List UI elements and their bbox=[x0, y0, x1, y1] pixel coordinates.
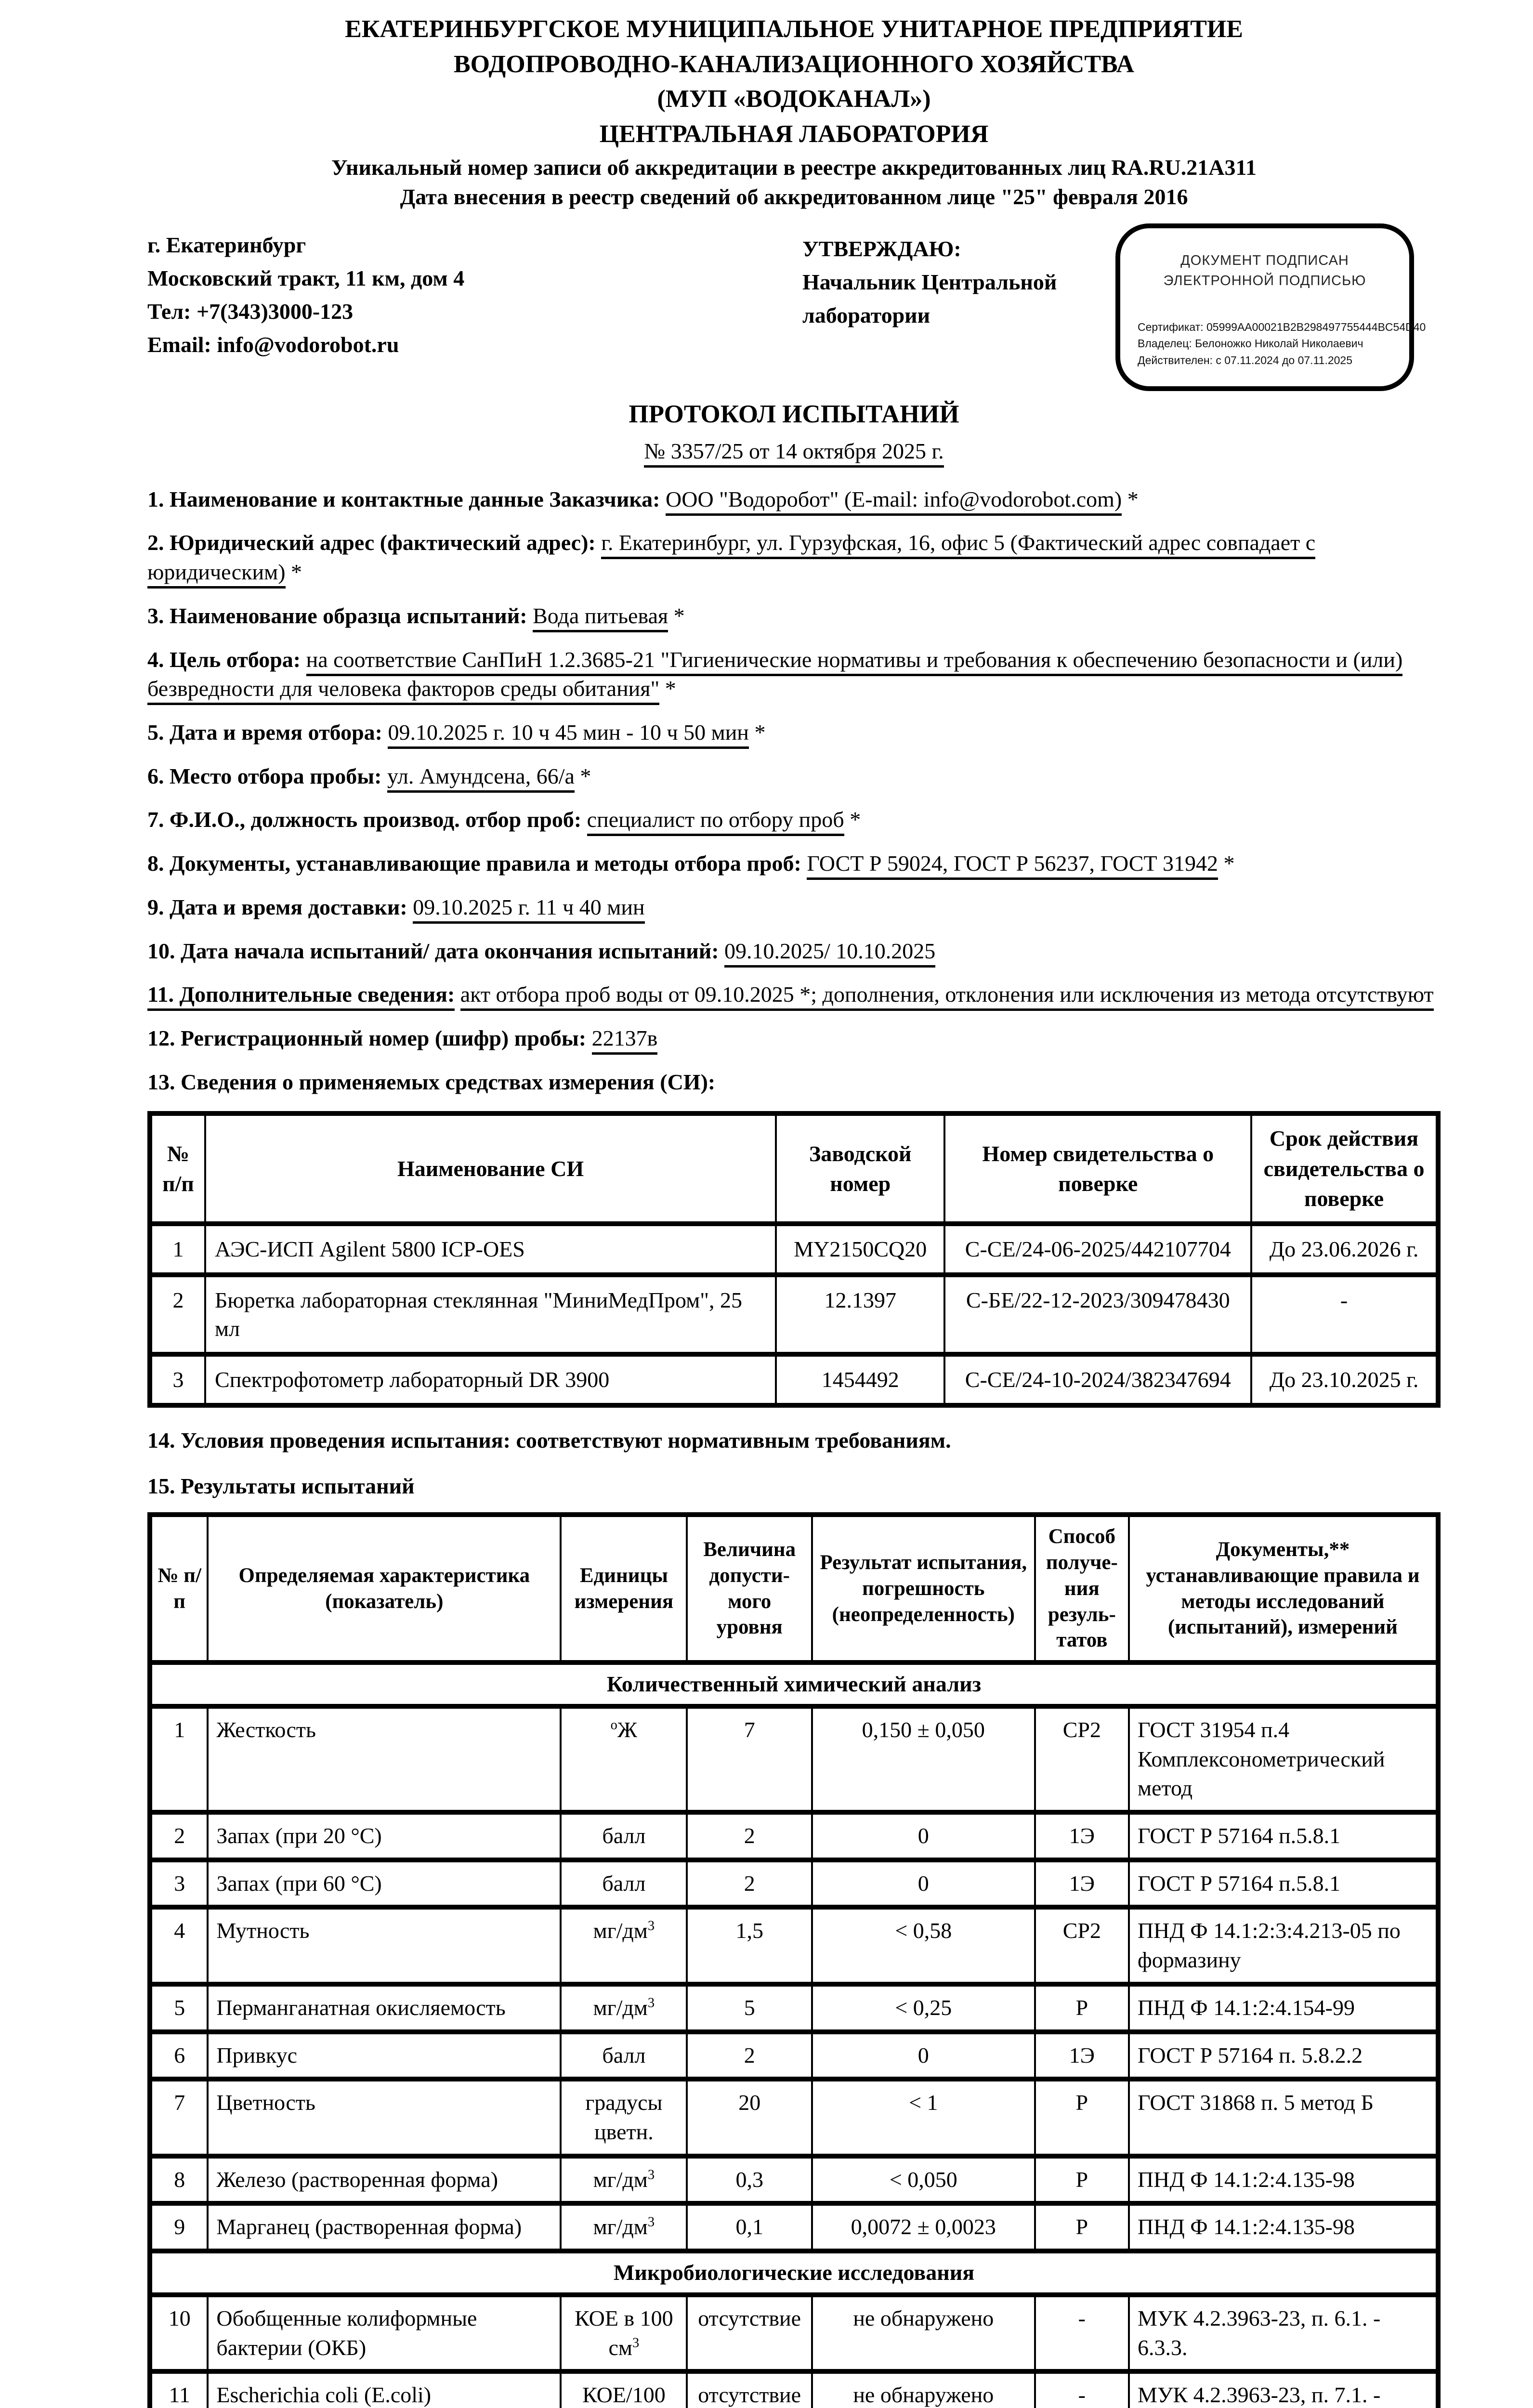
res-header-cell: № п/п bbox=[150, 1515, 208, 1662]
cell-num: 1 bbox=[150, 1706, 208, 1812]
res-table-row bbox=[150, 1812, 1438, 1860]
org-line: (МУП «ВОДОКАНАЛ») bbox=[657, 85, 931, 113]
cell-name: Escherichia coli (E.coli) bbox=[208, 2371, 561, 2408]
cell-method: 1Э bbox=[1035, 1812, 1129, 1860]
item-suffix: * bbox=[1218, 851, 1235, 876]
cell-name: Цветность bbox=[208, 2079, 561, 2156]
cell-name: Мутность bbox=[208, 1907, 561, 1984]
org-header bbox=[147, 13, 1441, 150]
item-label: 9. Дата и время доставки: bbox=[147, 894, 407, 919]
res-table-row bbox=[150, 1706, 1438, 1812]
cell-method: 1Э bbox=[1035, 1860, 1129, 1908]
item-label: 11. Дополнительные сведения: bbox=[147, 982, 455, 1011]
accreditation-block bbox=[147, 153, 1441, 211]
res-header-cell: Определяемая характеристика (показатель) bbox=[208, 1515, 561, 1662]
cell-unit: $^о$Ж bbox=[561, 1706, 687, 1812]
cell-result: 0,0072 ± 0,0023 bbox=[812, 2203, 1035, 2251]
cell-docs: ГОСТ Р 57164 п.5.8.1 bbox=[1129, 1812, 1438, 1860]
si-table-cell: 3 bbox=[150, 1354, 205, 1405]
res-table-row bbox=[150, 2079, 1438, 2156]
item-value: ООО "Водоробот" (E-mail: info@vodorobot.com) bbox=[666, 487, 1122, 516]
cell-num: 2 bbox=[150, 1812, 208, 1860]
approval-line: УТВЕРЖДАЮ: bbox=[802, 236, 961, 261]
res-table-row bbox=[150, 2295, 1438, 2371]
si-table-cell: До 23.06.2026 г. bbox=[1251, 1224, 1438, 1275]
cell-name: Перманганатная окисляемость bbox=[208, 1984, 561, 2032]
cell-num: 4 bbox=[150, 1907, 208, 1984]
si-table-row bbox=[150, 1354, 1438, 1405]
si-header-cell: Номер свидетельства о поверке bbox=[944, 1113, 1251, 1223]
cell-docs: ГОСТ Р 57164 п. 5.8.2.2 bbox=[1129, 2032, 1438, 2080]
cell-docs: ГОСТ 31868 п. 5 метод Б bbox=[1129, 2079, 1438, 2156]
item-label: 10. Дата начала испытаний/ дата окончания испытаний: bbox=[147, 938, 719, 963]
si-table-cell: 12.1397 bbox=[776, 1275, 944, 1355]
cell-num: 10 bbox=[150, 2295, 208, 2371]
cell-result: 0,150 ± 0,050 bbox=[812, 1706, 1035, 1812]
cell-limit: 2 bbox=[687, 2032, 812, 2080]
item-suffix: * bbox=[1122, 486, 1139, 511]
org-line: ЕКАТЕРИНБУРГСКОЕ МУНИЦИПАЛЬНОЕ УНИТАРНОЕ ПРЕДПРИЯТИЕ bbox=[345, 15, 1243, 43]
si-table-cell: Спектрофотометр лабораторный DR 3900 bbox=[205, 1354, 776, 1405]
protocol-item bbox=[147, 602, 1441, 631]
cell-name: Обобщенные колиформные бактерии (ОКБ) bbox=[208, 2295, 561, 2371]
protocol-item bbox=[147, 980, 1441, 1009]
stamp-certificate: Сертификат: 05999AA00021B2B298497755444BC54D40 bbox=[1138, 320, 1426, 333]
cell-unit: балл bbox=[561, 1860, 687, 1908]
cell-unit: КОЕ в 100 $см^3$ bbox=[561, 2295, 687, 2371]
item-suffix: * bbox=[285, 560, 302, 585]
item-label: 5. Дата и время отбора: bbox=[147, 720, 382, 745]
si-table-cell: 2 bbox=[150, 1275, 205, 1355]
cell-name: Жесткость bbox=[208, 1706, 561, 1812]
cell-result: 0 bbox=[812, 1812, 1035, 1860]
cell-method: - bbox=[1035, 2295, 1129, 2371]
approval-block bbox=[802, 232, 1057, 332]
res-header-cell: Способ получе-ния резуль-татов bbox=[1035, 1515, 1129, 1662]
stamp-owner: Владелец: Белоножко Николай Николаевич bbox=[1138, 337, 1363, 350]
contacts-block bbox=[147, 228, 464, 361]
item-suffix: * bbox=[844, 807, 861, 832]
res-table-row bbox=[150, 1984, 1438, 2032]
item-15: 15. Результаты испытаний bbox=[147, 1473, 415, 1498]
cell-result: < 0,58 bbox=[812, 1907, 1035, 1984]
si-table-cell: MY2150CQ20 bbox=[776, 1224, 944, 1275]
cell-limit: 2 bbox=[687, 1812, 812, 1860]
protocol-item bbox=[147, 893, 1441, 922]
stamp-title-line2: ЭЛЕКТРОННОЙ ПОДПИСЬЮ bbox=[1163, 273, 1366, 288]
res-header-cell: Документы,** устанавливающие правила и методы исследований (испытаний), измерений bbox=[1129, 1515, 1438, 1662]
cell-unit: градусы цветн. bbox=[561, 2079, 687, 2156]
cell-name: Железо (растворенная форма) bbox=[208, 2156, 561, 2204]
item-label: 4. Цель отбора: bbox=[147, 647, 301, 672]
info-row bbox=[147, 223, 1441, 390]
res-table-row bbox=[150, 2371, 1438, 2408]
item-value: специалист по отбору проб bbox=[587, 807, 844, 836]
res-section-title: Количественный химический анализ bbox=[150, 1662, 1438, 1706]
res-header-cell: Результат испытания, погрешность (неопределенность) bbox=[812, 1515, 1035, 1662]
item-value: Вода питьевая bbox=[533, 603, 668, 632]
item-value: ГОСТ Р 59024, ГОСТ Р 56237, ГОСТ 31942 bbox=[807, 851, 1218, 880]
item-value: г. Екатеринбург, ул. Гурзуфская, 16, офис 5 (Фактический адрес совпадает с юридическим) bbox=[147, 530, 1315, 589]
cell-unit: $мг/дм^3$ bbox=[561, 1907, 687, 1984]
cell-limit: 2 bbox=[687, 1860, 812, 1908]
si-header-cell: Заводской номер bbox=[776, 1113, 944, 1223]
item-suffix: * bbox=[574, 763, 591, 788]
item-value: на соответствие СанПиН 1.2.3685-21 "Гигиенические нормативы и требования к обеспечению безопасности и (или) безвредности для человека факторов среды обитания" bbox=[147, 647, 1402, 706]
approval-line: лаборатории bbox=[802, 302, 930, 327]
cell-method: СР2 bbox=[1035, 1706, 1129, 1812]
accreditation-line: Уникальный номер записи об аккредитации в реестре аккредитованных лиц RA.RU.21А311 bbox=[331, 155, 1257, 180]
approval-line: Начальник Центральной bbox=[802, 269, 1057, 294]
cell-num: 9 bbox=[150, 2203, 208, 2251]
protocol-item bbox=[147, 485, 1441, 514]
cell-limit: 1,5 bbox=[687, 1907, 812, 1984]
res-section-row bbox=[150, 1662, 1438, 1706]
protocol-item bbox=[147, 645, 1441, 704]
protocol-item bbox=[147, 762, 1441, 791]
si-table-row bbox=[150, 1224, 1438, 1275]
si-table-cell: 1 bbox=[150, 1224, 205, 1275]
item-suffix: * bbox=[668, 603, 685, 628]
cell-name: Запах (при 20 °С) bbox=[208, 1812, 561, 1860]
cell-limit: отсутствие bbox=[687, 2371, 812, 2408]
cell-docs: ПНД Ф 14.1:2:4.135-98 bbox=[1129, 2156, 1438, 2204]
item-14-label: 14. Условия проведения испытания: bbox=[147, 1427, 511, 1453]
protocol-item bbox=[147, 1068, 1441, 1097]
item-value: акт отбора проб воды от 09.10.2025 *; дополнения, отклонения или исключения из метода отсутствуют bbox=[460, 982, 1434, 1011]
res-section-title: Микробиологические исследования bbox=[150, 2251, 1438, 2295]
cell-docs: ПНД Ф 14.1:2:4.154-99 bbox=[1129, 1984, 1438, 2032]
cell-num: 6 bbox=[150, 2032, 208, 2080]
protocol-item bbox=[147, 937, 1441, 966]
cell-unit: $мг/дм^3$ bbox=[561, 1984, 687, 2032]
accreditation-line: Дата внесения в реестр сведений об аккредитованном лице "25" февраля 2016 bbox=[400, 184, 1188, 209]
item-label: 3. Наименование образца испытаний: bbox=[147, 603, 527, 628]
si-header-row bbox=[150, 1113, 1438, 1223]
si-table-cell: 1454492 bbox=[776, 1354, 944, 1405]
si-header-cell: Срок действия свидетельства о поверке bbox=[1251, 1113, 1438, 1223]
protocol-item bbox=[147, 718, 1441, 747]
si-table-cell: С-СЕ/24-10-2024/382347694 bbox=[944, 1354, 1251, 1405]
cell-result: < 0,050 bbox=[812, 2156, 1035, 2204]
item-label: 7. Ф.И.О., должность производ. отбор проб: bbox=[147, 807, 582, 832]
res-table-row bbox=[150, 1907, 1438, 1984]
cell-unit: КОЕ/100 bbox=[561, 2371, 687, 2408]
title-block bbox=[147, 398, 1441, 466]
cell-method: Р bbox=[1035, 2156, 1129, 2204]
page-title: ПРОТОКОЛ ИСПЫТАНИЙ bbox=[629, 400, 959, 428]
cell-unit: $мг/дм^3$ bbox=[561, 2156, 687, 2204]
org-line: ВОДОПРОВОДНО-КАНАЛИЗАЦИОННОГО ХОЗЯЙСТВА bbox=[453, 50, 1135, 78]
cell-method: Р bbox=[1035, 2079, 1129, 2156]
res-header-cell: Единицы измерения bbox=[561, 1515, 687, 1662]
cell-method: Р bbox=[1035, 1984, 1129, 2032]
cell-num: 7 bbox=[150, 2079, 208, 2156]
stamp-validity: Действителен: с 07.11.2024 до 07.11.2025 bbox=[1138, 353, 1353, 366]
item-value: 09.10.2025 г. 11 ч 40 мин bbox=[413, 895, 644, 924]
cell-unit: балл bbox=[561, 2032, 687, 2080]
cell-limit: 5 bbox=[687, 1984, 812, 2032]
si-table-row bbox=[150, 1275, 1438, 1355]
item-label: 6. Место отбора пробы: bbox=[147, 763, 382, 788]
cell-result: не обнаружено bbox=[812, 2295, 1035, 2371]
item-label: 1. Наименование и контактные данные Заказчика: bbox=[147, 486, 660, 511]
cell-docs: МУК 4.2.3963-23, п. 6.1. - 6.3.3. bbox=[1129, 2295, 1438, 2371]
cell-result: не обнаружено bbox=[812, 2371, 1035, 2408]
cell-result: 0 bbox=[812, 2032, 1035, 2080]
si-table-cell: Бюретка лабораторная стеклянная "МиниМедПром", 25 мл bbox=[205, 1275, 776, 1355]
si-header-cell: № п/п bbox=[150, 1113, 205, 1223]
item-value: 09.10.2025/ 10.10.2025 bbox=[724, 939, 935, 968]
contact-line: Московский тракт, 11 км, дом 4 bbox=[147, 265, 465, 290]
cell-unit: балл bbox=[561, 1812, 687, 1860]
cell-docs: ПНД Ф 14.1:2:3:4.213-05 по формазину bbox=[1129, 1907, 1438, 1984]
si-table-cell: АЭС-ИСП Agilent 5800 ICP-OES bbox=[205, 1224, 776, 1275]
contact-line: Email: info@vodorobot.ru bbox=[147, 332, 399, 357]
cell-limit: 20 bbox=[687, 2079, 812, 2156]
cell-docs: МУК 4.2.3963-23, п. 7.1. - bbox=[1129, 2371, 1438, 2408]
si-table-cell: До 23.10.2025 г. bbox=[1251, 1354, 1438, 1405]
item-14 bbox=[147, 1426, 1441, 1455]
item-label: 13. Сведения о применяемых средствах измерения (СИ): bbox=[147, 1069, 716, 1094]
item-label: 2. Юридический адрес (фактический адрес): bbox=[147, 530, 596, 555]
item-14-value: соответствуют нормативным требованиям. bbox=[511, 1427, 951, 1453]
cell-unit: $мг/дм^3$ bbox=[561, 2203, 687, 2251]
res-table-row bbox=[150, 2203, 1438, 2251]
res-section-row bbox=[150, 2251, 1438, 2295]
results-table bbox=[147, 1512, 1441, 2408]
cell-num: 5 bbox=[150, 1984, 208, 2032]
si-table bbox=[147, 1111, 1441, 1407]
org-line: ЦЕНТРАЛЬНАЯ ЛАБОРАТОРИЯ bbox=[599, 120, 989, 148]
cell-limit: 0,1 bbox=[687, 2203, 812, 2251]
res-table-row bbox=[150, 2156, 1438, 2204]
item-suffix: * bbox=[748, 720, 766, 745]
signature-stamp bbox=[1115, 223, 1426, 391]
item-suffix: * bbox=[659, 676, 676, 701]
cell-name: Привкус bbox=[208, 2032, 561, 2080]
res-table-row bbox=[150, 1860, 1438, 1908]
cell-docs: ПНД Ф 14.1:2:4.135-98 bbox=[1129, 2203, 1438, 2251]
contact-line: г. Екатеринбург bbox=[147, 232, 306, 257]
cell-method: 1Э bbox=[1035, 2032, 1129, 2080]
cell-docs: ГОСТ 31954 п.4 Комплексонометрический метод bbox=[1129, 1706, 1438, 1812]
cell-result: < 1 bbox=[812, 2079, 1035, 2156]
cell-limit: отсутствие bbox=[687, 2295, 812, 2371]
si-table-cell: - bbox=[1251, 1275, 1438, 1355]
item-label: 12. Регистрационный номер (шифр) пробы: bbox=[147, 1026, 587, 1051]
cell-num: 8 bbox=[150, 2156, 208, 2204]
protocol-item bbox=[147, 805, 1441, 835]
item-value: 09.10.2025 г. 10 ч 45 мин - 10 ч 50 мин bbox=[388, 720, 748, 749]
cell-limit: 0,3 bbox=[687, 2156, 812, 2204]
cell-num: 11 bbox=[150, 2371, 208, 2408]
cell-method: - bbox=[1035, 2371, 1129, 2408]
stamp-details bbox=[1138, 319, 1426, 369]
cell-result: 0 bbox=[812, 1860, 1035, 1908]
cell-num: 3 bbox=[150, 1860, 208, 1908]
cell-method: СР2 bbox=[1035, 1907, 1129, 1984]
contact-line: Тел: +7(343)3000-123 bbox=[147, 299, 354, 324]
cell-name: Запах (при 60 °С) bbox=[208, 1860, 561, 1908]
stamp-title bbox=[1138, 250, 1392, 291]
res-header-cell: Величина допусти-мого уровня bbox=[687, 1515, 812, 1662]
cell-limit: 7 bbox=[687, 1706, 812, 1812]
stamp-title-line1: ДОКУМЕНТ ПОДПИСАН bbox=[1180, 252, 1349, 268]
res-header-row bbox=[150, 1515, 1438, 1662]
cell-name: Марганец (растворенная форма) bbox=[208, 2203, 561, 2251]
protocol-item bbox=[147, 849, 1441, 878]
protocol-item bbox=[147, 1024, 1441, 1053]
cell-docs: ГОСТ Р 57164 п.5.8.1 bbox=[1129, 1860, 1438, 1908]
item-label: 8. Документы, устанавливающие правила и методы отбора проб: bbox=[147, 851, 801, 876]
items-list bbox=[147, 485, 1441, 1097]
item-value: ул. Амундсена, 66/а bbox=[387, 764, 575, 793]
protocol-item bbox=[147, 528, 1441, 587]
si-table-cell: С-СЕ/24-06-2025/442107704 bbox=[944, 1224, 1251, 1275]
item-value: 22137в bbox=[592, 1026, 658, 1055]
si-table-cell: С-БЕ/22-12-2023/309478430 bbox=[944, 1275, 1251, 1355]
si-header-cell: Наименование СИ bbox=[205, 1113, 776, 1223]
res-table-row bbox=[150, 2032, 1438, 2080]
protocol-number: № 3357/25 от 14 октября 2025 г. bbox=[147, 437, 1441, 466]
cell-result: < 0,25 bbox=[812, 1984, 1035, 2032]
cell-method: Р bbox=[1035, 2203, 1129, 2251]
